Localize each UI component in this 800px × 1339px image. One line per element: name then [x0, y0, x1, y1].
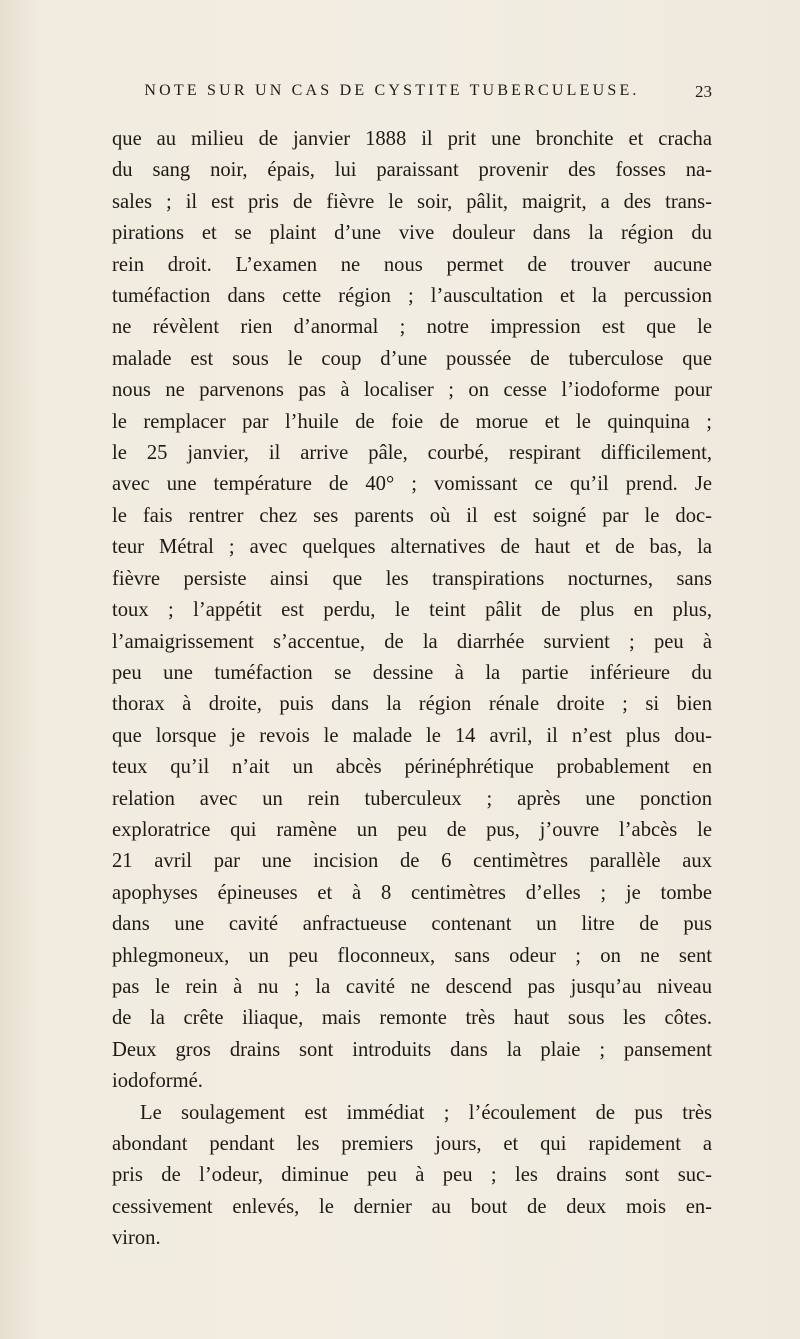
- text-line: thorax à droite, puis dans la région rénale droite ; si bien: [112, 693, 712, 716]
- text-line: l’amaigrissement s’accentue, de la diarrhée survient ; peu à: [112, 630, 712, 653]
- text-line: du sang noir, épais, lui paraissant provenir des fosses na-: [112, 159, 712, 182]
- text-line: le 25 janvier, il arrive pâle, courbé, respirant difficilement,: [112, 442, 712, 465]
- text-line: pas le rein à nu ; la cavité ne descend pas jusqu’au niveau: [112, 975, 712, 998]
- page-number: 23: [695, 82, 712, 101]
- paragraph-2: [112, 1098, 712, 1255]
- text-line: Deux gros drains sont introduits dans la plaie ; pansement: [112, 1038, 712, 1061]
- text-line: pirations et se plaint d’une vive douleur dans la région du: [112, 222, 712, 245]
- text-line: peu une tuméfaction se dessine à la partie inférieure du: [112, 661, 712, 684]
- text-line: le fais rentrer chez ses parents où il est soigné par le doc-: [112, 504, 712, 527]
- text-line: Le soulagement est immédiat ; l’écoulement de pus très: [140, 1101, 712, 1124]
- text-line: apophyses épineuses et à 8 centimètres d’elles ; je tombe: [112, 881, 712, 904]
- text-line: dans une cavité anfractueuse contenant un litre de pus: [112, 913, 712, 936]
- paragraph-1: [112, 124, 712, 1098]
- text-line: pris de l’odeur, diminue peu à peu ; les drains sont suc-: [112, 1164, 712, 1187]
- running-head: [112, 82, 712, 106]
- text-line: exploratrice qui ramène un peu de pus, j’ouvre l’abcès le: [112, 818, 712, 841]
- text-line: teux qu’il n’ait un abcès périnéphrétique probablement en: [112, 756, 712, 779]
- text-line: viron.: [112, 1227, 161, 1250]
- text-line: abondant pendant les premiers jours, et qui rapidement a: [112, 1133, 712, 1155]
- body-text: [112, 124, 712, 1255]
- text-line: teur Métral ; avec quelques alternatives de haut et de bas, la: [112, 536, 712, 559]
- text-line: avec une température de 40° ; vomissant ce qu’il prend. Je: [112, 473, 712, 496]
- text-line: le remplacer par l’huile de foie de morue et le quinquina ;: [112, 410, 712, 433]
- text-line: iodoformé.: [112, 1070, 203, 1093]
- text-line: toux ; l’appétit est perdu, le teint pâlit de plus en plus,: [112, 599, 712, 622]
- text-line: fièvre persiste ainsi que les transpirations nocturnes, sans: [112, 567, 712, 590]
- text-line: relation avec un rein tuberculeux ; après une ponction: [112, 787, 712, 810]
- text-line: cessivement enlevés, le dernier au bout de deux mois en-: [112, 1195, 712, 1218]
- text-line: de la crête iliaque, mais remonte très haut sous les côtes.: [112, 1007, 712, 1030]
- text-line: sales ; il est pris de fièvre le soir, pâlit, maigrit, a des trans-: [112, 190, 712, 213]
- text-line: rein droit. L’examen ne nous permet de trouver aucune: [112, 253, 712, 276]
- text-line: ne révèlent rien d’anormal ; notre impression est que le: [112, 316, 712, 339]
- text-line: tuméfaction dans cette région ; l’auscultation et la percussion: [112, 285, 712, 308]
- text-line: nous ne parvenons pas à localiser ; on cesse l’iodoforme pour: [112, 379, 712, 402]
- text-line: malade est sous le coup d’une poussée de tuberculose que: [112, 347, 712, 370]
- text-line: que au milieu de janvier 1888 il prit une bronchite et cracha: [112, 128, 712, 150]
- running-title: NOTE SUR UN CAS DE CYSTITE TUBERCULEUSE.: [144, 82, 640, 99]
- text-line: 21 avril par une incision de 6 centimètres parallèle aux: [112, 850, 712, 873]
- text-line: phlegmoneux, un peu floconneux, sans odeur ; on ne sent: [112, 944, 712, 967]
- text-line: que lorsque je revois le malade le 14 avril, il n’est plus dou-: [112, 724, 712, 747]
